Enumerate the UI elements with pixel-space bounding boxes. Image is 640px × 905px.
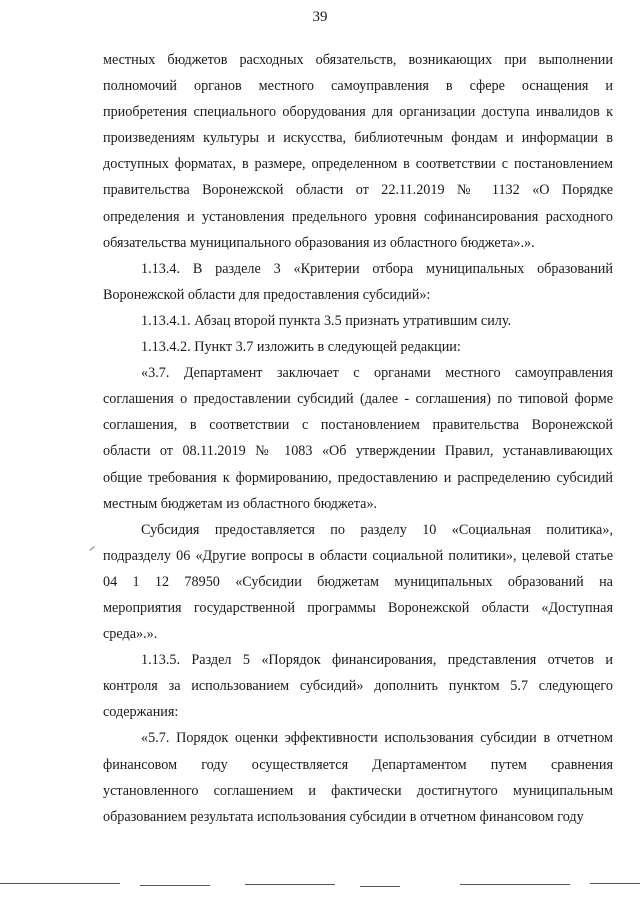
text-line: Субсидия предоставляется по разделу 10 «Социальная политика», xyxy=(141,521,613,538)
text-line: среда».». xyxy=(103,626,158,643)
text-line: «5.7. Порядок оценки эффективности использования субсидии в отчетном xyxy=(141,730,613,747)
text-line: доступных форматах, в размере, определенном в соответствии с постановлением xyxy=(103,156,613,173)
text-line: 1.13.4.1. Абзац второй пункта 3.5 признать утратившим силу. xyxy=(141,312,512,329)
text-line: обязательства муниципального образования из областного бюджета».». xyxy=(103,234,535,251)
paragraph xyxy=(103,308,613,334)
text-line: местным бюджетам из областного бюджета». xyxy=(103,495,378,512)
paragraph xyxy=(103,725,613,829)
document-body xyxy=(103,47,613,830)
page-number: 39 xyxy=(312,9,328,25)
text-line: подразделу 06 «Другие вопросы в области социальной политики», целевой статье xyxy=(103,547,613,564)
text-line: контроля за использованием субсидий» дополнить пунктом 5.7 следующего xyxy=(103,678,613,695)
paragraph xyxy=(103,647,613,725)
text-line: произведениям культуры и искусства, библиотечным фондам и информации в xyxy=(103,130,613,147)
paragraph xyxy=(103,334,613,360)
text-line: 04 1 12 78950 «Субсидии бюджетам муниципальных образований на xyxy=(103,573,613,590)
text-line: соглашения о предоставлении субсидий (далее - соглашения) по типовой форме xyxy=(103,391,613,408)
text-line: 1.13.4.2. Пункт 3.7 изложить в следующей редакции: xyxy=(141,339,461,356)
text-line: области от 08.11.2019 № 1083 «Об утверждении Правил, устанавливающих xyxy=(103,443,613,460)
text-line: местных бюджетов расходных обязательств, возникающих при выполнении xyxy=(103,52,613,68)
text-line: приобретения специального оборудования для организации доступа инвалидов к xyxy=(103,104,613,121)
scan-edge-lines xyxy=(0,880,640,905)
text-line: финансовом году осуществляется Департаментом путем сравнения xyxy=(103,756,613,773)
margin-mark xyxy=(89,546,94,551)
paragraph xyxy=(103,256,613,308)
text-line: 1.13.4. В разделе 3 «Критерии отбора муниципальных образований xyxy=(141,260,613,277)
text-line: мероприятия государственной программы Воронежской области «Доступная xyxy=(103,599,613,616)
paragraph xyxy=(103,47,613,256)
text-line: общие требования к формированию, предоставлению и распределению субсидий xyxy=(103,469,613,486)
text-line: определения и установления предельного уровня софинансирования расходного xyxy=(103,208,613,225)
paragraph xyxy=(103,517,613,647)
text-line: «3.7. Департамент заключает с органами местного самоуправления xyxy=(141,365,613,382)
text-line: образованием результата использования субсидии в отчетном финансовом году xyxy=(103,808,584,825)
text-line: установленного соглашением и фактически достигнутого муниципальным xyxy=(103,782,613,799)
text-line: соглашения, в соответствии с постановлением правительства Воронежской xyxy=(103,417,613,434)
text-line: полномочий органов местного самоуправления в сфере оснащения и xyxy=(103,78,613,95)
paragraph xyxy=(103,360,613,517)
text-line: Воронежской области для предоставления субсидий»: xyxy=(103,286,431,303)
text-line: правительства Воронежской области от 22.11.2019 № 1132 «О Порядке xyxy=(103,182,613,199)
text-line: содержания: xyxy=(103,704,179,721)
text-line: 1.13.5. Раздел 5 «Порядок финансирования, представления отчетов и xyxy=(141,652,613,669)
